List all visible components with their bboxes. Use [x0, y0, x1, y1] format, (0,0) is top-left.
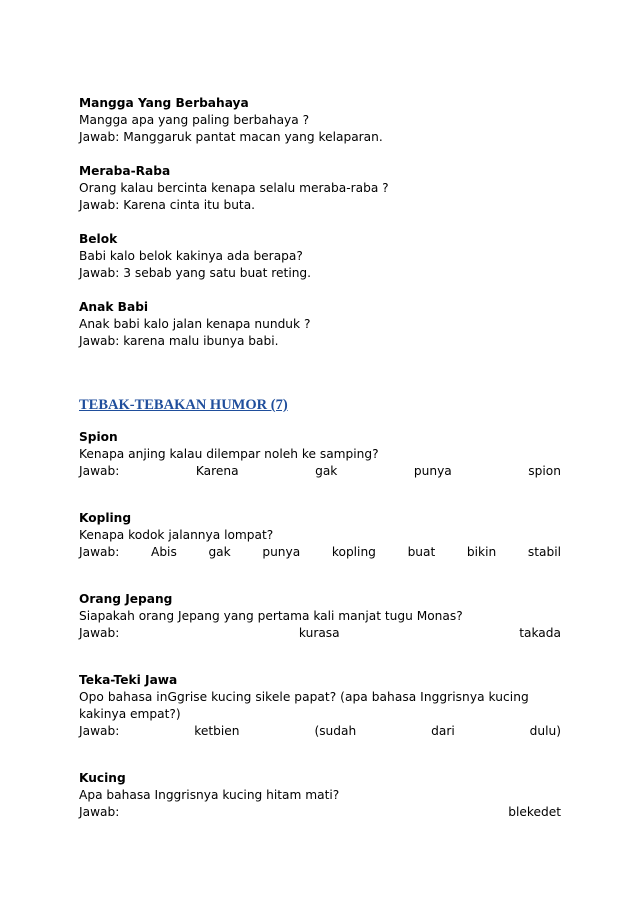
answer-word: ketbien: [194, 724, 240, 738]
joke-title: Belok: [79, 232, 118, 246]
joke-answer: [79, 625, 561, 642]
answer-word: stabil: [527, 545, 561, 559]
joke-block: [79, 591, 561, 642]
joke-question: Orang kalau bercinta kenapa selalu meraba-raba ?: [79, 181, 389, 195]
answer-word: dulu): [529, 724, 561, 738]
answer-word: kurasa: [298, 626, 340, 640]
answer-word: punya: [413, 464, 452, 478]
joke-title: Anak Babi: [79, 300, 149, 314]
section-title: TEBAK-TEBAKAN HUMOR (7): [79, 397, 288, 413]
joke-answer: [79, 804, 561, 821]
answer-word: gak: [208, 545, 231, 559]
joke-title: Kopling: [79, 511, 132, 525]
joke-question: Mangga apa yang paling berbahaya ?: [79, 113, 310, 127]
answer-word: Jawab:: [79, 626, 120, 640]
joke-block: [79, 770, 561, 821]
answer-word: gak: [315, 464, 338, 478]
joke-answer: Jawab: 3 sebab yang satu buat reting.: [79, 266, 312, 280]
joke-answer: Jawab: karena malu ibunya babi.: [79, 334, 279, 348]
answer-word: Jawab:: [79, 724, 120, 738]
joke-title: Kucing: [79, 771, 126, 785]
joke-question: Babi kalo belok kakinya ada berapa?: [79, 249, 303, 263]
joke-question: Anak babi kalo jalan kenapa nunduk ?: [79, 317, 311, 331]
joke-answer: Jawab: Manggaruk pantat macan yang kelaparan.: [79, 130, 383, 144]
answer-word: Jawab:: [79, 464, 120, 478]
joke-block: [79, 299, 561, 350]
joke-block: [79, 429, 561, 480]
answer-word: dari: [431, 724, 455, 738]
answer-word: Abis: [150, 545, 177, 559]
joke-question: [79, 689, 561, 706]
answer-word: Karena: [195, 464, 239, 478]
joke-answer: [79, 723, 561, 740]
answer-word: kopling: [331, 545, 376, 559]
answer-word: Jawab:: [79, 805, 120, 819]
answer-word: punya: [262, 545, 301, 559]
joke-block: [79, 163, 561, 214]
joke-question: Kenapa anjing kalau dilempar noleh ke samping?: [79, 447, 379, 461]
answer-word: (sudah: [314, 724, 357, 738]
joke-answer: [79, 544, 561, 561]
joke-answer: Jawab: Karena cinta itu buta.: [79, 198, 256, 212]
joke-answer: [79, 463, 561, 480]
joke-title: Teka-Teki Jawa: [79, 673, 178, 687]
answer-word: bikin: [466, 545, 497, 559]
joke-question: Apa bahasa Inggrisnya kucing hitam mati?: [79, 788, 340, 802]
answer-word: Jawab:: [79, 545, 120, 559]
joke-title: Spion: [79, 430, 118, 444]
joke-block: [79, 672, 561, 740]
answer-word: spion: [528, 464, 561, 478]
answer-word: buat: [407, 545, 436, 559]
document-page: [79, 95, 561, 821]
answer-word: takada: [519, 626, 561, 640]
joke-block: [79, 231, 561, 282]
joke-question: Kenapa kodok jalannya lompat?: [79, 528, 274, 542]
joke-title: Orang Jepang: [79, 592, 173, 606]
joke-title: Mangga Yang Berbahaya: [79, 96, 249, 110]
joke-title: Meraba-Raba: [79, 164, 171, 178]
question-line: Opo bahasa inGgrise kucing sikele papat? (apa bahasa Inggrisnya kucing: [79, 690, 529, 704]
answer-word: blekedet: [508, 805, 561, 819]
joke-question: Siapakah orang Jepang yang pertama kali manjat tugu Monas?: [79, 609, 463, 623]
joke-block: [79, 510, 561, 561]
joke-block: [79, 95, 561, 146]
joke-question-continued: kakinya empat?): [79, 707, 181, 721]
